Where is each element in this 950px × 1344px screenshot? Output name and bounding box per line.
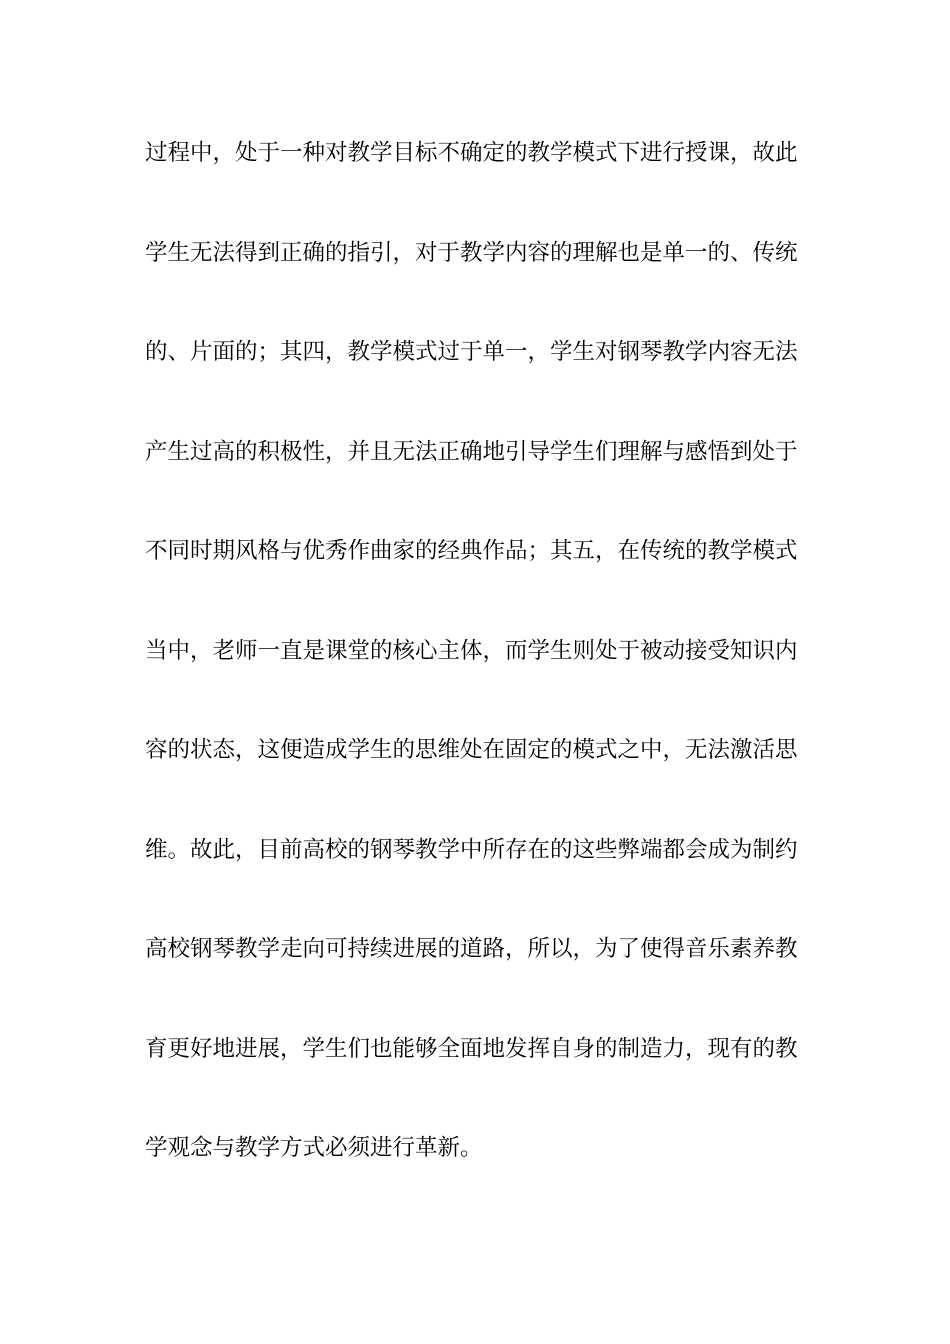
text-line: 育更好地进展，学生们也能够全面地发挥自身的制造力，现有的教 xyxy=(145,1035,798,1062)
text-line: 过程中，处于一种对教学目标不确定的教学模式下进行授课，故此 xyxy=(145,140,798,166)
text-line: 学观念与教学方式必须进行革新。 xyxy=(145,1135,483,1161)
text-line: 当中，老师一直是课堂的核心主体，而学生则处于被动接受知识内 xyxy=(145,637,798,664)
text-line: 维。故此，目前高校的钢琴教学中所存在的这些弊端都会成为制约 xyxy=(145,836,798,863)
text-line: 高校钢琴教学走向可持续进展的道路，所以，为了使得音乐素养教 xyxy=(145,936,798,962)
text-line: 学生无法得到正确的指引，对于教学内容的理解也是单一的、传统 xyxy=(145,239,798,266)
text-line: 产生过高的积极性，并且无法正确地引导学生们理解与感悟到处于 xyxy=(145,438,798,465)
body-paragraph xyxy=(145,130,825,1225)
text-line: 容的状态，这便造成学生的思维处在固定的模式之中，无法激活思 xyxy=(145,737,798,763)
text-line: 不同时期风格与优秀作曲家的经典作品；其五，在传统的教学模式 xyxy=(145,538,798,564)
text-line: 的、片面的；其四，教学模式过于单一，学生对钢琴教学内容无法 xyxy=(145,339,798,365)
